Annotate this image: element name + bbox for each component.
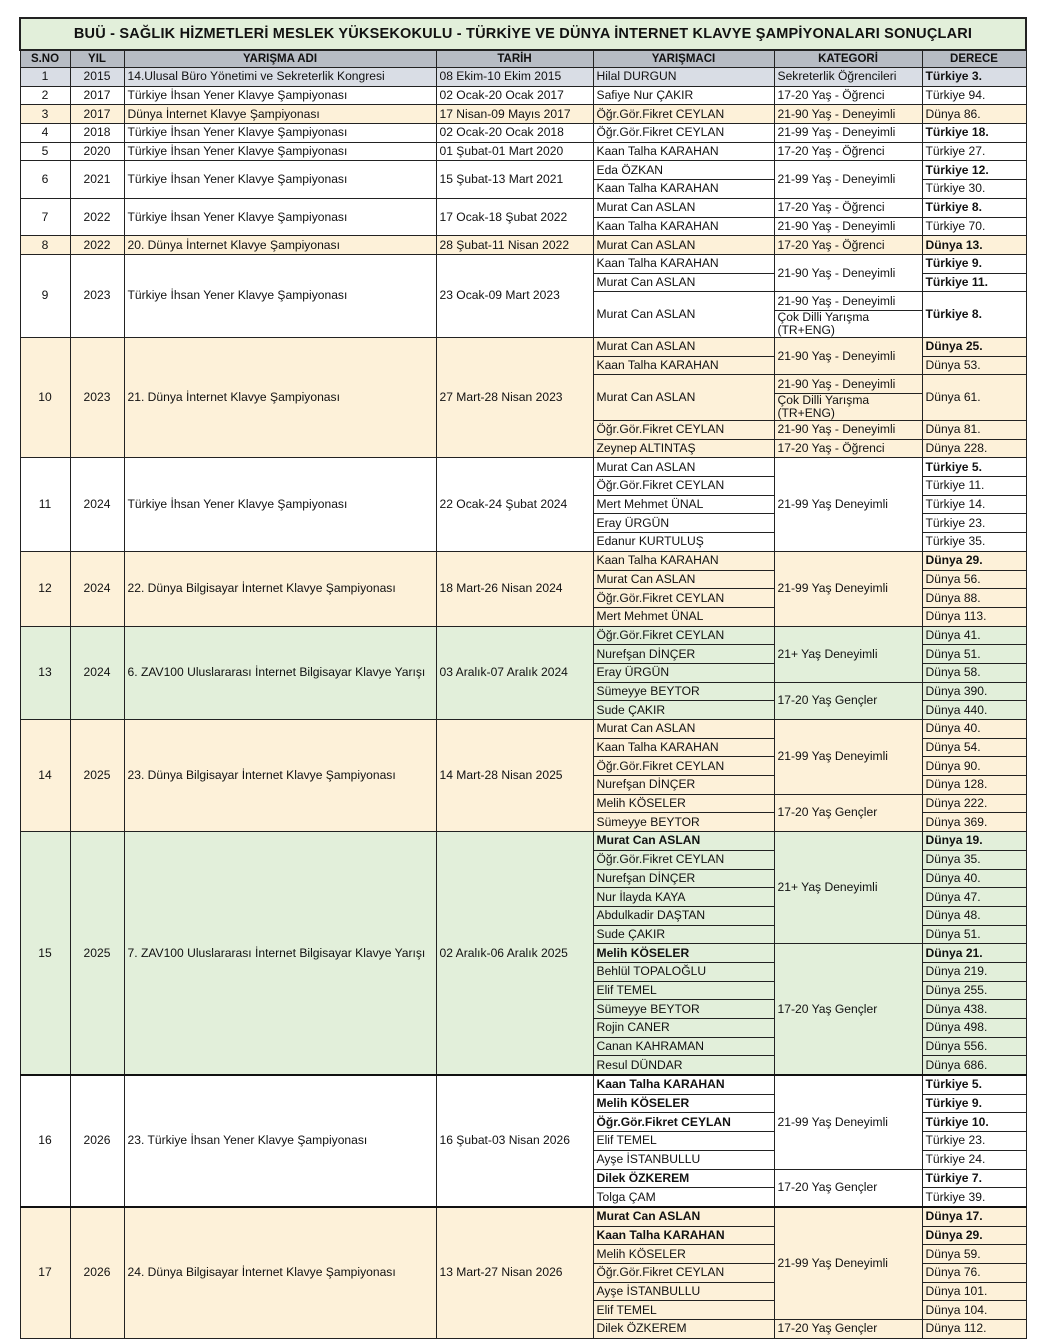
participant-name: Öğr.Gör.Fikret CEYLAN — [593, 626, 774, 645]
participant-name: Abdulkadir DAŞTAN — [593, 906, 774, 925]
rank-value: Türkiye 18. — [922, 124, 1026, 143]
row-number: 16 — [20, 1075, 70, 1207]
participant-name: Murat Can ASLAN — [593, 1207, 774, 1226]
participant-name: Kaan Talha KARAHAN — [593, 551, 774, 570]
row-year: 2026 — [70, 1075, 124, 1207]
participant-name: Sude ÇAKIR — [593, 925, 774, 944]
competition-date: 02 Ocak-20 Ocak 2017 — [436, 86, 593, 105]
participant-name: Sümeyye BEYTOR — [593, 1000, 774, 1019]
rank-value: Türkiye 23. — [922, 514, 1026, 533]
row-number: 6 — [20, 161, 70, 198]
row-year: 2018 — [70, 124, 124, 143]
category-label: 17-20 Yaş - Öğrenci — [774, 236, 922, 255]
rank-value: Dünya 17. — [922, 1207, 1026, 1226]
category-label: 21-90 Yaş - Deneyimli — [774, 254, 922, 291]
rank-value: Türkiye 24. — [922, 1150, 1026, 1169]
participant-name: Nurefşan DİNÇER — [593, 869, 774, 888]
row-year: 2026 — [70, 1207, 124, 1338]
participant-name: Safiye Nur ÇAKIR — [593, 86, 774, 105]
rank-value: Türkiye 7. — [922, 1169, 1026, 1188]
table-row — [20, 832, 1026, 851]
participant-name: Murat Can ASLAN — [593, 198, 774, 217]
participant-name: Kaan Talha KARAHAN — [593, 217, 774, 236]
category-label: 17-20 Yaş Gençler — [774, 1169, 922, 1207]
participant-name: Eray ÜRGÜN — [593, 514, 774, 533]
category-label: 17-20 Yaş Gençler — [774, 682, 922, 719]
rank-value: Dünya 369. — [922, 813, 1026, 832]
rank-value: Türkiye 3. — [922, 68, 1026, 87]
row-year: 2017 — [70, 105, 124, 124]
results-body — [20, 68, 1026, 1339]
table-row — [20, 105, 1026, 124]
rank-value: Dünya 255. — [922, 981, 1026, 1000]
participant-name: Murat Can ASLAN — [593, 292, 774, 338]
rank-value: Dünya 48. — [922, 906, 1026, 925]
category-label: 21-90 Yaş - Deneyimli — [774, 217, 922, 236]
table-row — [20, 458, 1026, 477]
competition-name: Türkiye İhsan Yener Klavye Şampiyonası — [124, 198, 436, 235]
row-number: 11 — [20, 458, 70, 551]
category-label: Sekreterlik Öğrencileri — [774, 68, 922, 87]
competition-name: 22. Dünya Bilgisayar İnternet Klavye Şampiyonası — [124, 551, 436, 626]
rank-value: Dünya 219. — [922, 962, 1026, 981]
sheet-title: BUÜ - SAĞLIK HİZMETLERİ MESLEK YÜKSEKOKULU - TÜRKİYE VE DÜNYA İNTERNET KLAVYE ŞAMPİYONALARI SONUÇLARI — [20, 18, 1026, 50]
participant-name: Kaan Talha KARAHAN — [593, 1226, 774, 1245]
row-number: 13 — [20, 626, 70, 719]
participant-name: Öğr.Gör.Fikret CEYLAN — [593, 477, 774, 496]
category-label: 17-20 Yaş - Öğrenci — [774, 198, 922, 217]
rank-value: Türkiye 39. — [922, 1188, 1026, 1207]
participant-name: Nurefşan DİNÇER — [593, 645, 774, 664]
competition-name: 21. Dünya İnternet Klavye Şampiyonası — [124, 337, 436, 457]
participant-name: Resul DÜNDAR — [593, 1056, 774, 1075]
header-competition: YARIŞMA ADI — [124, 50, 436, 68]
row-year: 2015 — [70, 68, 124, 87]
participant-name: Kaan Talha KARAHAN — [593, 254, 774, 273]
participant-name: Kaan Talha KARAHAN — [593, 1075, 774, 1094]
rank-value: Türkiye 11. — [922, 273, 1026, 292]
competition-name: 24. Dünya Bilgisayar İnternet Klavye Şampiyonası — [124, 1207, 436, 1338]
participant-name: Murat Can ASLAN — [593, 458, 774, 477]
results-table — [19, 17, 1027, 1339]
competition-date: 18 Mart-26 Nisan 2024 — [436, 551, 593, 626]
rank-value: Türkiye 23. — [922, 1132, 1026, 1151]
rank-value: Türkiye 5. — [922, 458, 1026, 477]
table-row — [20, 142, 1026, 161]
rank-value: Dünya 29. — [922, 1226, 1026, 1245]
participant-name: Mert Mehmet ÜNAL — [593, 607, 774, 626]
competition-name: Dünya İnternet Klavye Şampiyonası — [124, 105, 436, 124]
participant-name: Melih KÖSELER — [593, 794, 774, 813]
participant-name: Eray ÜRGÜN — [593, 663, 774, 682]
participant-name: Öğr.Gör.Fikret CEYLAN — [593, 589, 774, 608]
rank-value: Dünya 113. — [922, 607, 1026, 626]
rank-value: Dünya 104. — [922, 1301, 1026, 1320]
rank-value: Dünya 498. — [922, 1019, 1026, 1038]
rank-value: Dünya 51. — [922, 645, 1026, 664]
competition-name: 23. Dünya Bilgisayar İnternet Klavye Şampiyonası — [124, 720, 436, 832]
rank-value: Türkiye 70. — [922, 217, 1026, 236]
participant-name: Sümeyye BEYTOR — [593, 682, 774, 701]
participant-name: Murat Can ASLAN — [593, 720, 774, 739]
rank-value: Dünya 90. — [922, 757, 1026, 776]
participant-name: Murat Can ASLAN — [593, 273, 774, 292]
participant-name: Melih KÖSELER — [593, 944, 774, 963]
header-rank: DERECE — [922, 50, 1026, 68]
participant-name: Melih KÖSELER — [593, 1245, 774, 1264]
category-label: 21-90 Yaş - Deneyimli — [774, 292, 922, 311]
results-sheet — [19, 17, 1027, 1339]
participant-name: Canan KAHRAMAN — [593, 1037, 774, 1056]
category-label: 21+ Yaş Deneyimli — [774, 626, 922, 682]
category-label: Çok Dilli Yarışma (TR+ENG) — [774, 310, 922, 337]
table-row — [20, 124, 1026, 143]
category-label: 17-20 Yaş - Öğrenci — [774, 86, 922, 105]
competition-date: 28 Şubat-11 Nisan 2022 — [436, 236, 593, 255]
category-label: 21-90 Yaş - Deneyimli — [774, 105, 922, 124]
participant-name: Behlül TOPALOĞLU — [593, 962, 774, 981]
rank-value: Dünya 228. — [922, 439, 1026, 458]
category-label: 21-90 Yaş - Deneyimli — [774, 337, 922, 374]
rank-value: Türkiye 35. — [922, 533, 1026, 552]
rank-value: Dünya 56. — [922, 570, 1026, 589]
table-row — [20, 1075, 1026, 1094]
participant-name: Öğr.Gör.Fikret CEYLAN — [593, 105, 774, 124]
rank-value: Dünya 51. — [922, 925, 1026, 944]
rank-value: Dünya 29. — [922, 551, 1026, 570]
participant-name: Öğr.Gör.Fikret CEYLAN — [593, 1263, 774, 1282]
participant-name: Kaan Talha KARAHAN — [593, 142, 774, 161]
table-row — [20, 86, 1026, 105]
rank-value: Türkiye 9. — [922, 1094, 1026, 1113]
row-year: 2024 — [70, 626, 124, 719]
competition-date: 14 Mart-28 Nisan 2025 — [436, 720, 593, 832]
row-year: 2021 — [70, 161, 124, 198]
table-row — [20, 1207, 1026, 1226]
participant-name: Zeynep ALTINTAŞ — [593, 439, 774, 458]
row-number: 7 — [20, 198, 70, 235]
competition-date: 15 Şubat-13 Mart 2021 — [436, 161, 593, 198]
rank-value: Türkiye 14. — [922, 495, 1026, 514]
table-row — [20, 254, 1026, 273]
category-label: 21-99 Yaş Deneyimli — [774, 720, 922, 795]
competition-date: 17 Nisan-09 Mayıs 2017 — [436, 105, 593, 124]
category-label: 17-20 Yaş - Öğrenci — [774, 142, 922, 161]
competition-date: 23 Ocak-09 Mart 2023 — [436, 254, 593, 337]
participant-name: Murat Can ASLAN — [593, 375, 774, 421]
participant-name: Elif TEMEL — [593, 1132, 774, 1151]
row-number: 15 — [20, 832, 70, 1075]
participant-name: Murat Can ASLAN — [593, 570, 774, 589]
header-sno: S.NO — [20, 50, 70, 68]
competition-name: Türkiye İhsan Yener Klavye Şampiyonası — [124, 86, 436, 105]
participant-name: Sümeyye BEYTOR — [593, 813, 774, 832]
participant-name: Murat Can ASLAN — [593, 236, 774, 255]
rank-value: Dünya 390. — [922, 682, 1026, 701]
rank-value: Dünya 128. — [922, 776, 1026, 795]
category-label: 17-20 Yaş Gençler — [774, 794, 922, 831]
competition-name: 20. Dünya İnternet Klavye Şampiyonası — [124, 236, 436, 255]
rank-value: Dünya 13. — [922, 236, 1026, 255]
rank-value: Türkiye 9. — [922, 254, 1026, 273]
participant-name: Kaan Talha KARAHAN — [593, 180, 774, 199]
row-year: 2022 — [70, 236, 124, 255]
rank-value: Türkiye 8. — [922, 292, 1026, 338]
rank-value: Dünya 41. — [922, 626, 1026, 645]
competition-date: 16 Şubat-03 Nisan 2026 — [436, 1075, 593, 1207]
table-row — [20, 236, 1026, 255]
rank-value: Türkiye 5. — [922, 1075, 1026, 1094]
header-date: TARİH — [436, 50, 593, 68]
rank-value: Dünya 54. — [922, 738, 1026, 757]
rank-value: Dünya 440. — [922, 701, 1026, 720]
row-number: 14 — [20, 720, 70, 832]
rank-value: Dünya 222. — [922, 794, 1026, 813]
rank-value: Dünya 88. — [922, 589, 1026, 608]
competition-date: 27 Mart-28 Nisan 2023 — [436, 337, 593, 457]
rank-value: Türkiye 8. — [922, 198, 1026, 217]
rank-value: Dünya 53. — [922, 356, 1026, 375]
participant-name: Ayşe İSTANBULLU — [593, 1282, 774, 1301]
rank-value: Dünya 40. — [922, 869, 1026, 888]
row-number: 5 — [20, 142, 70, 161]
competition-date: 13 Mart-27 Nisan 2026 — [436, 1207, 593, 1338]
row-number: 8 — [20, 236, 70, 255]
rank-value: Dünya 76. — [922, 1263, 1026, 1282]
rank-value: Dünya 21. — [922, 944, 1026, 963]
row-number: 10 — [20, 337, 70, 457]
table-row — [20, 68, 1026, 87]
competition-date: 01 Şubat-01 Mart 2020 — [436, 142, 593, 161]
row-number: 1 — [20, 68, 70, 87]
participant-name: Mert Mehmet ÜNAL — [593, 495, 774, 514]
competition-name: 6. ZAV100 Uluslararası İnternet Bilgisayar Klavye Yarışı — [124, 626, 436, 719]
row-year: 2017 — [70, 86, 124, 105]
participant-name: Eda ÖZKAN — [593, 161, 774, 180]
table-row — [20, 198, 1026, 217]
row-year: 2024 — [70, 551, 124, 626]
rank-value: Türkiye 27. — [922, 142, 1026, 161]
row-year: 2023 — [70, 254, 124, 337]
rank-value: Dünya 438. — [922, 1000, 1026, 1019]
row-year: 2023 — [70, 337, 124, 457]
row-number: 2 — [20, 86, 70, 105]
category-label: 21-99 Yaş Deneyimli — [774, 1075, 922, 1169]
table-row — [20, 161, 1026, 180]
competition-name: Türkiye İhsan Yener Klavye Şampiyonası — [124, 124, 436, 143]
participant-name: Öğr.Gör.Fikret CEYLAN — [593, 757, 774, 776]
competition-date: 22 Ocak-24 Şubat 2024 — [436, 458, 593, 551]
row-number: 9 — [20, 254, 70, 337]
category-label: 21-99 Yaş Deneyimli — [774, 1207, 922, 1320]
participant-name: Murat Can ASLAN — [593, 832, 774, 851]
category-label: 21-90 Yaş - Deneyimli — [774, 421, 922, 440]
row-number: 17 — [20, 1207, 70, 1338]
participant-name: Nur İlayda KAYA — [593, 888, 774, 907]
category-label: Çok Dilli Yarışma (TR+ENG) — [774, 394, 922, 421]
rank-value: Türkiye 12. — [922, 161, 1026, 180]
row-number: 3 — [20, 105, 70, 124]
row-year: 2025 — [70, 832, 124, 1075]
participant-name: Kaan Talha KARAHAN — [593, 738, 774, 757]
competition-name: 23. Türkiye İhsan Yener Klavye Şampiyonası — [124, 1075, 436, 1207]
rank-value: Dünya 61. — [922, 375, 1026, 421]
rank-value: Dünya 86. — [922, 105, 1026, 124]
row-year: 2024 — [70, 458, 124, 551]
participant-name: Öğr.Gör.Fikret CEYLAN — [593, 850, 774, 869]
category-label: 21-99 Yaş - Deneyimli — [774, 124, 922, 143]
participant-name: Nurefşan DİNÇER — [593, 776, 774, 795]
row-number: 4 — [20, 124, 70, 143]
participant-name: Öğr.Gör.Fikret CEYLAN — [593, 421, 774, 440]
participant-name: Elif TEMEL — [593, 981, 774, 1000]
category-label: 17-20 Yaş - Öğrenci — [774, 439, 922, 458]
table-row — [20, 551, 1026, 570]
rank-value: Dünya 25. — [922, 337, 1026, 356]
row-number: 12 — [20, 551, 70, 626]
rank-value: Türkiye 94. — [922, 86, 1026, 105]
competition-name: Türkiye İhsan Yener Klavye Şampiyonası — [124, 161, 436, 198]
rank-value: Türkiye 11. — [922, 477, 1026, 496]
competition-date: 03 Aralık-07 Aralık 2024 — [436, 626, 593, 719]
header-participant: YARIŞMACI — [593, 50, 774, 68]
rank-value: Dünya 101. — [922, 1282, 1026, 1301]
rank-value: Dünya 59. — [922, 1245, 1026, 1264]
participant-name: Edanur KURTULUŞ — [593, 533, 774, 552]
competition-name: Türkiye İhsan Yener Klavye Şampiyonası — [124, 458, 436, 551]
competition-name: 14.Ulusal Büro Yönetimi ve Sekreterlik Kongresi — [124, 68, 436, 87]
competition-name: Türkiye İhsan Yener Klavye Şampiyonası — [124, 142, 436, 161]
participant-name: Dilek ÖZKEREM — [593, 1320, 774, 1339]
row-year: 2022 — [70, 198, 124, 235]
participant-name: Murat Can ASLAN — [593, 337, 774, 356]
competition-name: 7. ZAV100 Uluslararası İnternet Bilgisayar Klavye Yarışı — [124, 832, 436, 1075]
rank-value: Dünya 556. — [922, 1037, 1026, 1056]
category-label: 21+ Yaş Deneyimli — [774, 832, 922, 944]
row-year: 2025 — [70, 720, 124, 832]
participant-name: Öğr.Gör.Fikret CEYLAN — [593, 124, 774, 143]
rank-value: Dünya 686. — [922, 1056, 1026, 1075]
category-label: 21-99 Yaş - Deneyimli — [774, 161, 922, 198]
rank-value: Dünya 35. — [922, 850, 1026, 869]
participant-name: Dilek ÖZKEREM — [593, 1169, 774, 1188]
table-row — [20, 337, 1026, 356]
table-row — [20, 720, 1026, 739]
row-year: 2020 — [70, 142, 124, 161]
rank-value: Türkiye 10. — [922, 1113, 1026, 1132]
competition-date: 08 Ekim-10 Ekim 2015 — [436, 68, 593, 87]
participant-name: Öğr.Gör.Fikret CEYLAN — [593, 1113, 774, 1132]
category-label: 21-99 Yaş Deneyimli — [774, 458, 922, 551]
participant-name: Tolga ÇAM — [593, 1188, 774, 1207]
table-row — [20, 626, 1026, 645]
participant-name: Hilal DURGUN — [593, 68, 774, 87]
participant-name: Melih KÖSELER — [593, 1094, 774, 1113]
rank-value: Dünya 47. — [922, 888, 1026, 907]
header-category: KATEGORİ — [774, 50, 922, 68]
participant-name: Elif TEMEL — [593, 1301, 774, 1320]
category-label: 21-90 Yaş - Deneyimli — [774, 375, 922, 394]
rank-value: Türkiye 30. — [922, 180, 1026, 199]
competition-date: 02 Ocak-20 Ocak 2018 — [436, 124, 593, 143]
rank-value: Dünya 112. — [922, 1320, 1026, 1339]
category-label: 21-99 Yaş Deneyimli — [774, 551, 922, 626]
participant-name: Ayşe İSTANBULLU — [593, 1150, 774, 1169]
rank-value: Dünya 40. — [922, 720, 1026, 739]
rank-value: Dünya 19. — [922, 832, 1026, 851]
rank-value: Dünya 58. — [922, 663, 1026, 682]
category-label: 17-20 Yaş Gençler — [774, 1320, 922, 1339]
header-year: YIL — [70, 50, 124, 68]
competition-date: 17 Ocak-18 Şubat 2022 — [436, 198, 593, 235]
participant-name: Kaan Talha KARAHAN — [593, 356, 774, 375]
rank-value: Dünya 81. — [922, 421, 1026, 440]
participant-name: Rojin CANER — [593, 1019, 774, 1038]
category-label: 17-20 Yaş Gençler — [774, 944, 922, 1075]
competition-date: 02 Aralık-06 Aralık 2025 — [436, 832, 593, 1075]
competition-name: Türkiye İhsan Yener Klavye Şampiyonası — [124, 254, 436, 337]
participant-name: Sude ÇAKIR — [593, 701, 774, 720]
